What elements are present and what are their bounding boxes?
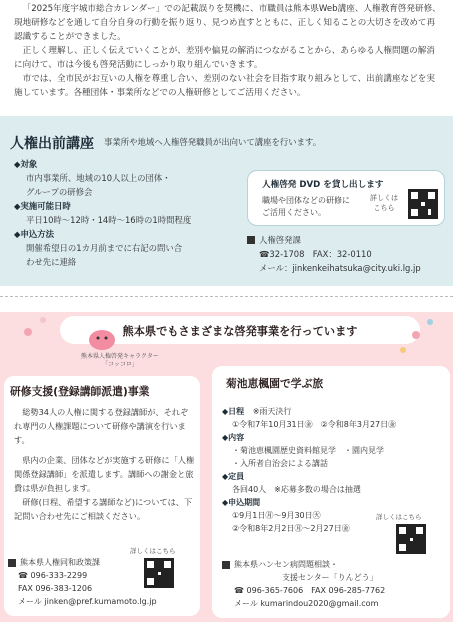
training-detail-label: 詳しくはこちら	[130, 547, 176, 555]
contact-tel: ☎ 096-333-2299	[18, 571, 88, 580]
training-title: 研修支援(登録講師派遣)事業	[10, 385, 150, 398]
contact-org: 熊本県ハンセン病問題相談・	[234, 560, 338, 569]
section-line: わせ先に連絡	[26, 257, 77, 267]
intro-paragraph: 正しく理解し、正しく伝えていくことが、差別や偏見の解消につながることから、あらゆる人権問題の解消に向けて、市は今後も啓発活動にしっかり取り組んでいきます。	[14, 46, 435, 70]
qr-code-icon[interactable]	[408, 189, 438, 219]
section-heading: ◆実施可能日時	[14, 201, 71, 211]
lecture-subtitle: 事業所や地域へ人権啓発職員が出向いて講座を行います。	[104, 137, 322, 147]
lecture-title: 人権出前講座	[10, 136, 94, 152]
petal-icon	[412, 331, 420, 339]
qr-code-icon[interactable]	[396, 524, 426, 554]
contact-mail[interactable]: メール：jinkenkeihatsuka@city.uki.lg.jp	[259, 263, 421, 273]
contact-fax: FAX 096-383-1206	[18, 584, 93, 593]
kikuchi-contact: 熊本県ハンセン病問題相談・ 支援センター「りんどう」 ☎ 096-365-7606 FAX 096-285-7762 メール kumarindou2020@gmail.com	[222, 558, 448, 610]
dvd-title: 人権啓発 DVD を貸し出します	[262, 180, 384, 190]
building-icon	[222, 561, 230, 569]
training-paragraph: 研修(日程、希望する講師など)については、下記問い合わせ先にご相談ください。	[14, 497, 193, 521]
mascot-label: 熊本県人権啓発キャラクター 「コッコロ」	[81, 353, 159, 368]
contact-mail[interactable]: メール jinken@pref.kumamoto.lg.jp	[18, 597, 157, 606]
qr-code-icon[interactable]	[144, 558, 174, 588]
contact-mail[interactable]: メール kumarindou2020@gmail.com	[234, 599, 379, 608]
section-line: 市内事業所、地域の10人以上の団体・	[26, 173, 171, 183]
decorative-petals	[8, 300, 448, 360]
section-line: グループの研修会	[26, 187, 93, 197]
dvd-box	[247, 170, 445, 226]
petal-icon	[24, 328, 32, 336]
petal-icon	[40, 317, 46, 323]
contact-org: 人権啓発課	[259, 235, 301, 245]
training-paragraph: 総勢34人の人権に関する登録講師が、それぞれ専門の人権課題について研修や講演を行います。	[14, 407, 189, 445]
section-heading: ◆対象	[14, 159, 38, 169]
contact-block	[247, 233, 421, 275]
kikuchi-body: ◆日程 ※雨天決行 ①令和7年10月31日㊎ ②令和8年3月27日㊎ ◆内容 ・菊池恵楓園歴史資料館見学 ・園内見学 ・入所者自治会による講話 ◆定員 各回40人 ※応募多数の場合は抽選 ◆申込期間 ①9月1日㊊〜9月30日㊋ ②令和8年2月2日㊊〜2月27日㊎	[222, 407, 397, 533]
dvd-detail-label: 詳しくは こちら	[370, 194, 398, 212]
contact-tel-fax: ☎32-1708 FAX：32-0110	[259, 249, 372, 259]
section-line: 開催希望日の1カ月前までに右記の問い合	[26, 243, 183, 253]
kikuchi-detail-label: 詳しくはこちら	[376, 513, 422, 521]
training-paragraph: 県内の企業、団体などが実施する研修に「人権関係登録講師」を派遣します。講師への謝金と旅費は県が負担します。	[14, 455, 195, 493]
building-icon	[247, 236, 255, 244]
lecture-details	[14, 157, 246, 269]
petal-icon	[400, 347, 406, 353]
banner-text: 熊本県でもさまざまな啓発事業を行っています	[122, 325, 358, 338]
training-body	[14, 405, 196, 523]
dvd-body: 職場や団体などの研修に ご活用ください。	[262, 196, 350, 217]
kikuchi-title: 菊池恵楓園で学ぶ旅	[226, 377, 324, 390]
intro-paragraph: 市では、全市民がお互いの人権を尊重し合い、差別のない社会を目指す取り組みとして、出前講座などを実施しています。各種団体・事業所などでの人権研修としてご活用ください。	[14, 74, 435, 98]
contact-tel-fax: ☎ 096-365-7606 FAX 096-285-7762	[234, 586, 386, 595]
section-line: 平日10時〜12時・14時〜16時の1時間程度	[26, 215, 192, 225]
petal-icon	[427, 319, 433, 325]
intro-text	[14, 2, 442, 100]
building-icon	[8, 559, 16, 567]
section-heading: ◆申込方法	[14, 229, 54, 239]
intro-paragraph: 「2025年度宇城市総合カレンダー」での記載誤りを契機に、市職員は熊本県Web講座、人権教育啓発研修、現地研修などを通して自分自身の行動を振り返り、見つめ直すとともに、正しく知ることの大切さを改めて再認識することができました。	[14, 4, 441, 42]
dashed-divider	[0, 296, 453, 297]
mascot-icon	[86, 326, 118, 352]
contact-org: 熊本県人権同和政策課	[20, 558, 100, 567]
